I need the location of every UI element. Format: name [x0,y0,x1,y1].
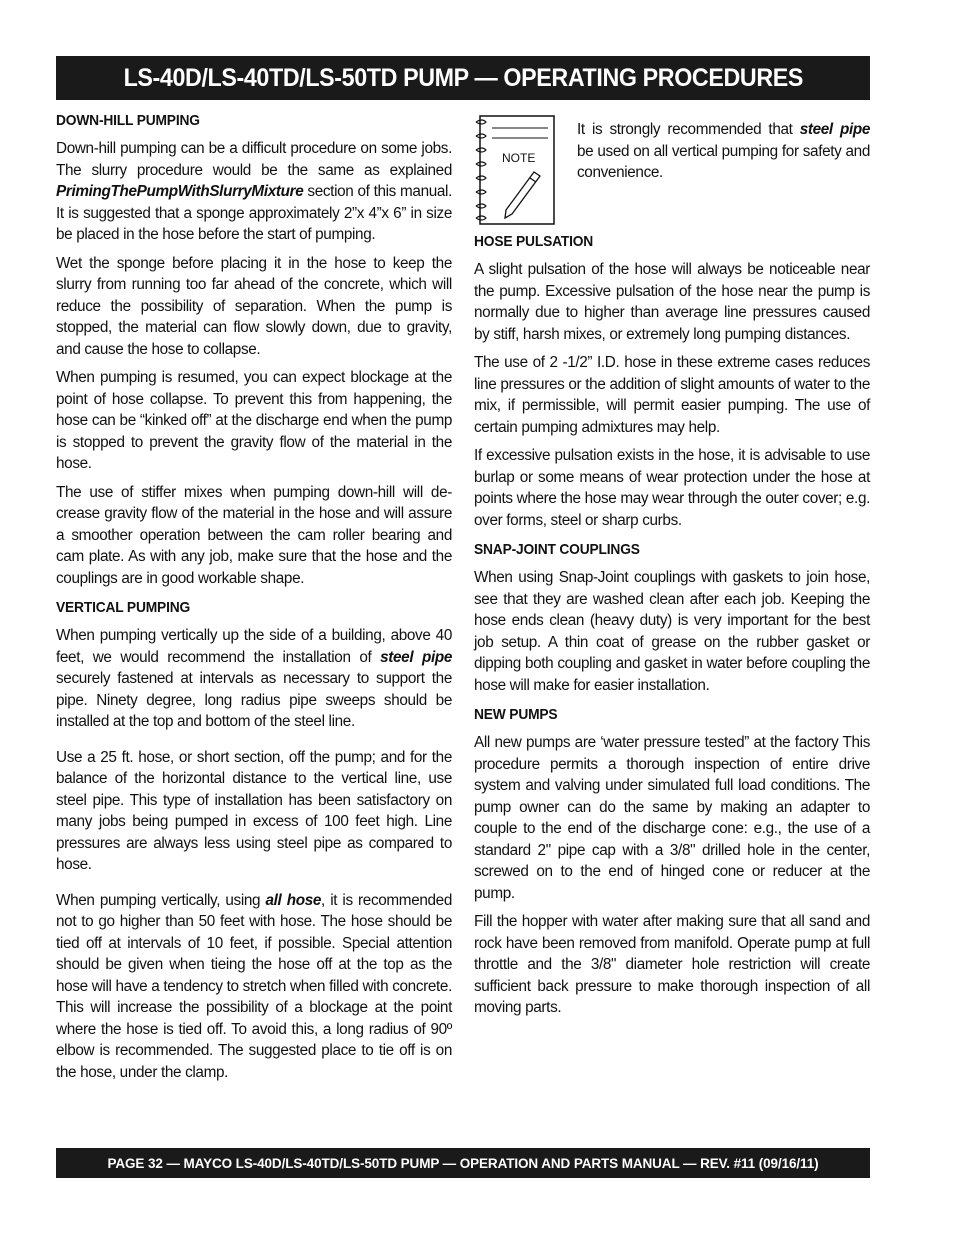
pulsation-paragraph-1: A slight pulsation of the hose will always be noticeable near the pump. Excessive pulsation of the hose near the pump is normally due to higher than average line pressures caused by stiff, harsh mixes, or extremely long pumping distances. [474,261,870,343]
snapjoint-heading: SNAP-JOINT COUPLINGS [474,541,640,558]
pulsation-paragraph-2: The use of 2 -1/2” I.D. hose in these extreme cases reduces line pressures or the addition of slight amounts of water to the mix, if permissible, will permit easier pumping. The use of certain pumping admixtures may help. [474,354,870,436]
newpumps-heading: NEW PUMPS [474,706,558,723]
right-column [474,233,870,1026]
vertical-paragraph-3: When pumping vertically, using all hose, it is recommended not to go higher than 50 feet with hose. The hose should be tied off at intervals of 10 feet, if possible. Special attention should be given when tieing the hose off at the top as the hose will have a tendency to stretch when filled with concrete. This will increase the possibility of a blockage at the point where the hose is tied off. To avoid this, a long radius of 90º elbow is recommended. The suggested place to tie off is on the hose, under the clamp. [56,891,452,1081]
note-icon [474,114,556,226]
vertical-paragraph-1: When pumping vertically up the side of a building, above 40 feet, we would recommend the installation of steel pipe securely fastened at intervals as necessary to support the pipe. Ninety degree, long radius pipe sweeps should be installed at the top and bottom of the steel line. [56,627,452,730]
page-title: LS-40D/LS-40TD/LS-50TD PUMP — OPERATING PROCEDURES [123,63,803,92]
emphasis-priming: PrimingThePumpWithSlurryMixture [56,183,304,200]
downhill-paragraph-3: When pumping is resumed, you can expect blockage at the point of hose collapse. To prevent this from happening, the hose can be “kinked off” at the discharge end when the pump is stopped to prevent the gravity flow of the material in the hose. [56,369,452,472]
downhill-paragraph-2: Wet the sponge before placing it in the hose to keep the slurry from running too far ahead of the concrete, which will reduce the possibility of separation. When the pump is stopped, the material can flow slowly down, due to gravity, and cause the hose to collapse. [56,254,452,358]
vertical-heading: VERTICAL PUMPING [56,599,191,616]
footer-bar [56,1148,870,1178]
page-title-bar [56,56,870,100]
emphasis-note-steel-pipe: steel pipe [799,121,871,138]
downhill-paragraph-4: The use of stiffer mixes when pumping down-hill will de-crease gravity flow of the material in the hose and will assure a smoother operation between the cam roller bearing and cam plate. As with any job, make sure that the hose and the couplings are in good workable shape. [56,483,452,587]
downhill-paragraph-1: Down-hill pumping can be a difficult procedure on some jobs. The slurry procedure would be the same as explained PrimingThePumpWithSlurryMixture section of this manual. It is suggested that a sponge approximately 2”x 4”x 6” in size be placed in the hose before the start of pumping. [56,140,452,243]
downhill-heading: DOWN-HILL PUMPING [56,112,200,129]
emphasis-steel-pipe: steel pipe [380,648,452,666]
snapjoint-paragraph-1: When using Snap-Joint couplings with gaskets to join hose, see that they are washed clean after each job. Keeping the hose ends clean (heavy duty) is very important for the best job setup. A thin coat of grease on the rubber gasket or dipping both coupling and gasket in water before coupling the hose will make for easier installation. [474,569,870,694]
pulsation-paragraph-3: If excessive pulsation exists in the hose, it is advisable to use burlap or some means of wear protection under the hose at points where the hose may wear through the outer cover; e.g. over forms, steel or sharp curbs. [474,447,870,529]
emphasis-all-hose: all hose [265,891,322,909]
pulsation-heading: HOSE PULSATION [474,233,594,250]
note-text: It is strongly recommended that steel pipe be used on all vertical pumping for safety and convenience. [577,121,871,181]
note-icon-label: NOTE [502,151,536,165]
newpumps-paragraph-2: Fill the hopper with water after making sure that all sand and rock have been removed from manifold. Operate pump at full throttle and the 3/8" diameter hole restriction will create sufficient back pressure to make thorough inspection of all moving parts. [474,913,870,1016]
newpumps-paragraph-1: All new pumps are ‘water pressure tested” at the factory This procedure permits a thorough inspection of entire drive system and valving under simulated full load conditions. The pump owner can do the same by making an adapter to couple to the end of the discharge cone: e.g., the use of a standard 2" pipe cap with a 3/8" drilled hole in the center, screwed on to the end of hinged cone or reducer at the pump. [474,734,870,902]
vertical-paragraph-2: Use a 25 ft. hose, or short section, off the pump; and for the balance of the horizontal distance to the vertical line, use steel pipe. This type of installation has been satisfactory on many jobs being pumped in excess of 100 feet high. Line pressures are always less using steel pipe as compared to hose. [56,748,452,873]
footer-text: PAGE 32 — MAYCO LS-40D/LS-40TD/LS-50TD PUMP — OPERATION AND PARTS MANUAL — REV. #11 (09/16/11) [107,1155,819,1171]
left-column [56,110,452,1090]
